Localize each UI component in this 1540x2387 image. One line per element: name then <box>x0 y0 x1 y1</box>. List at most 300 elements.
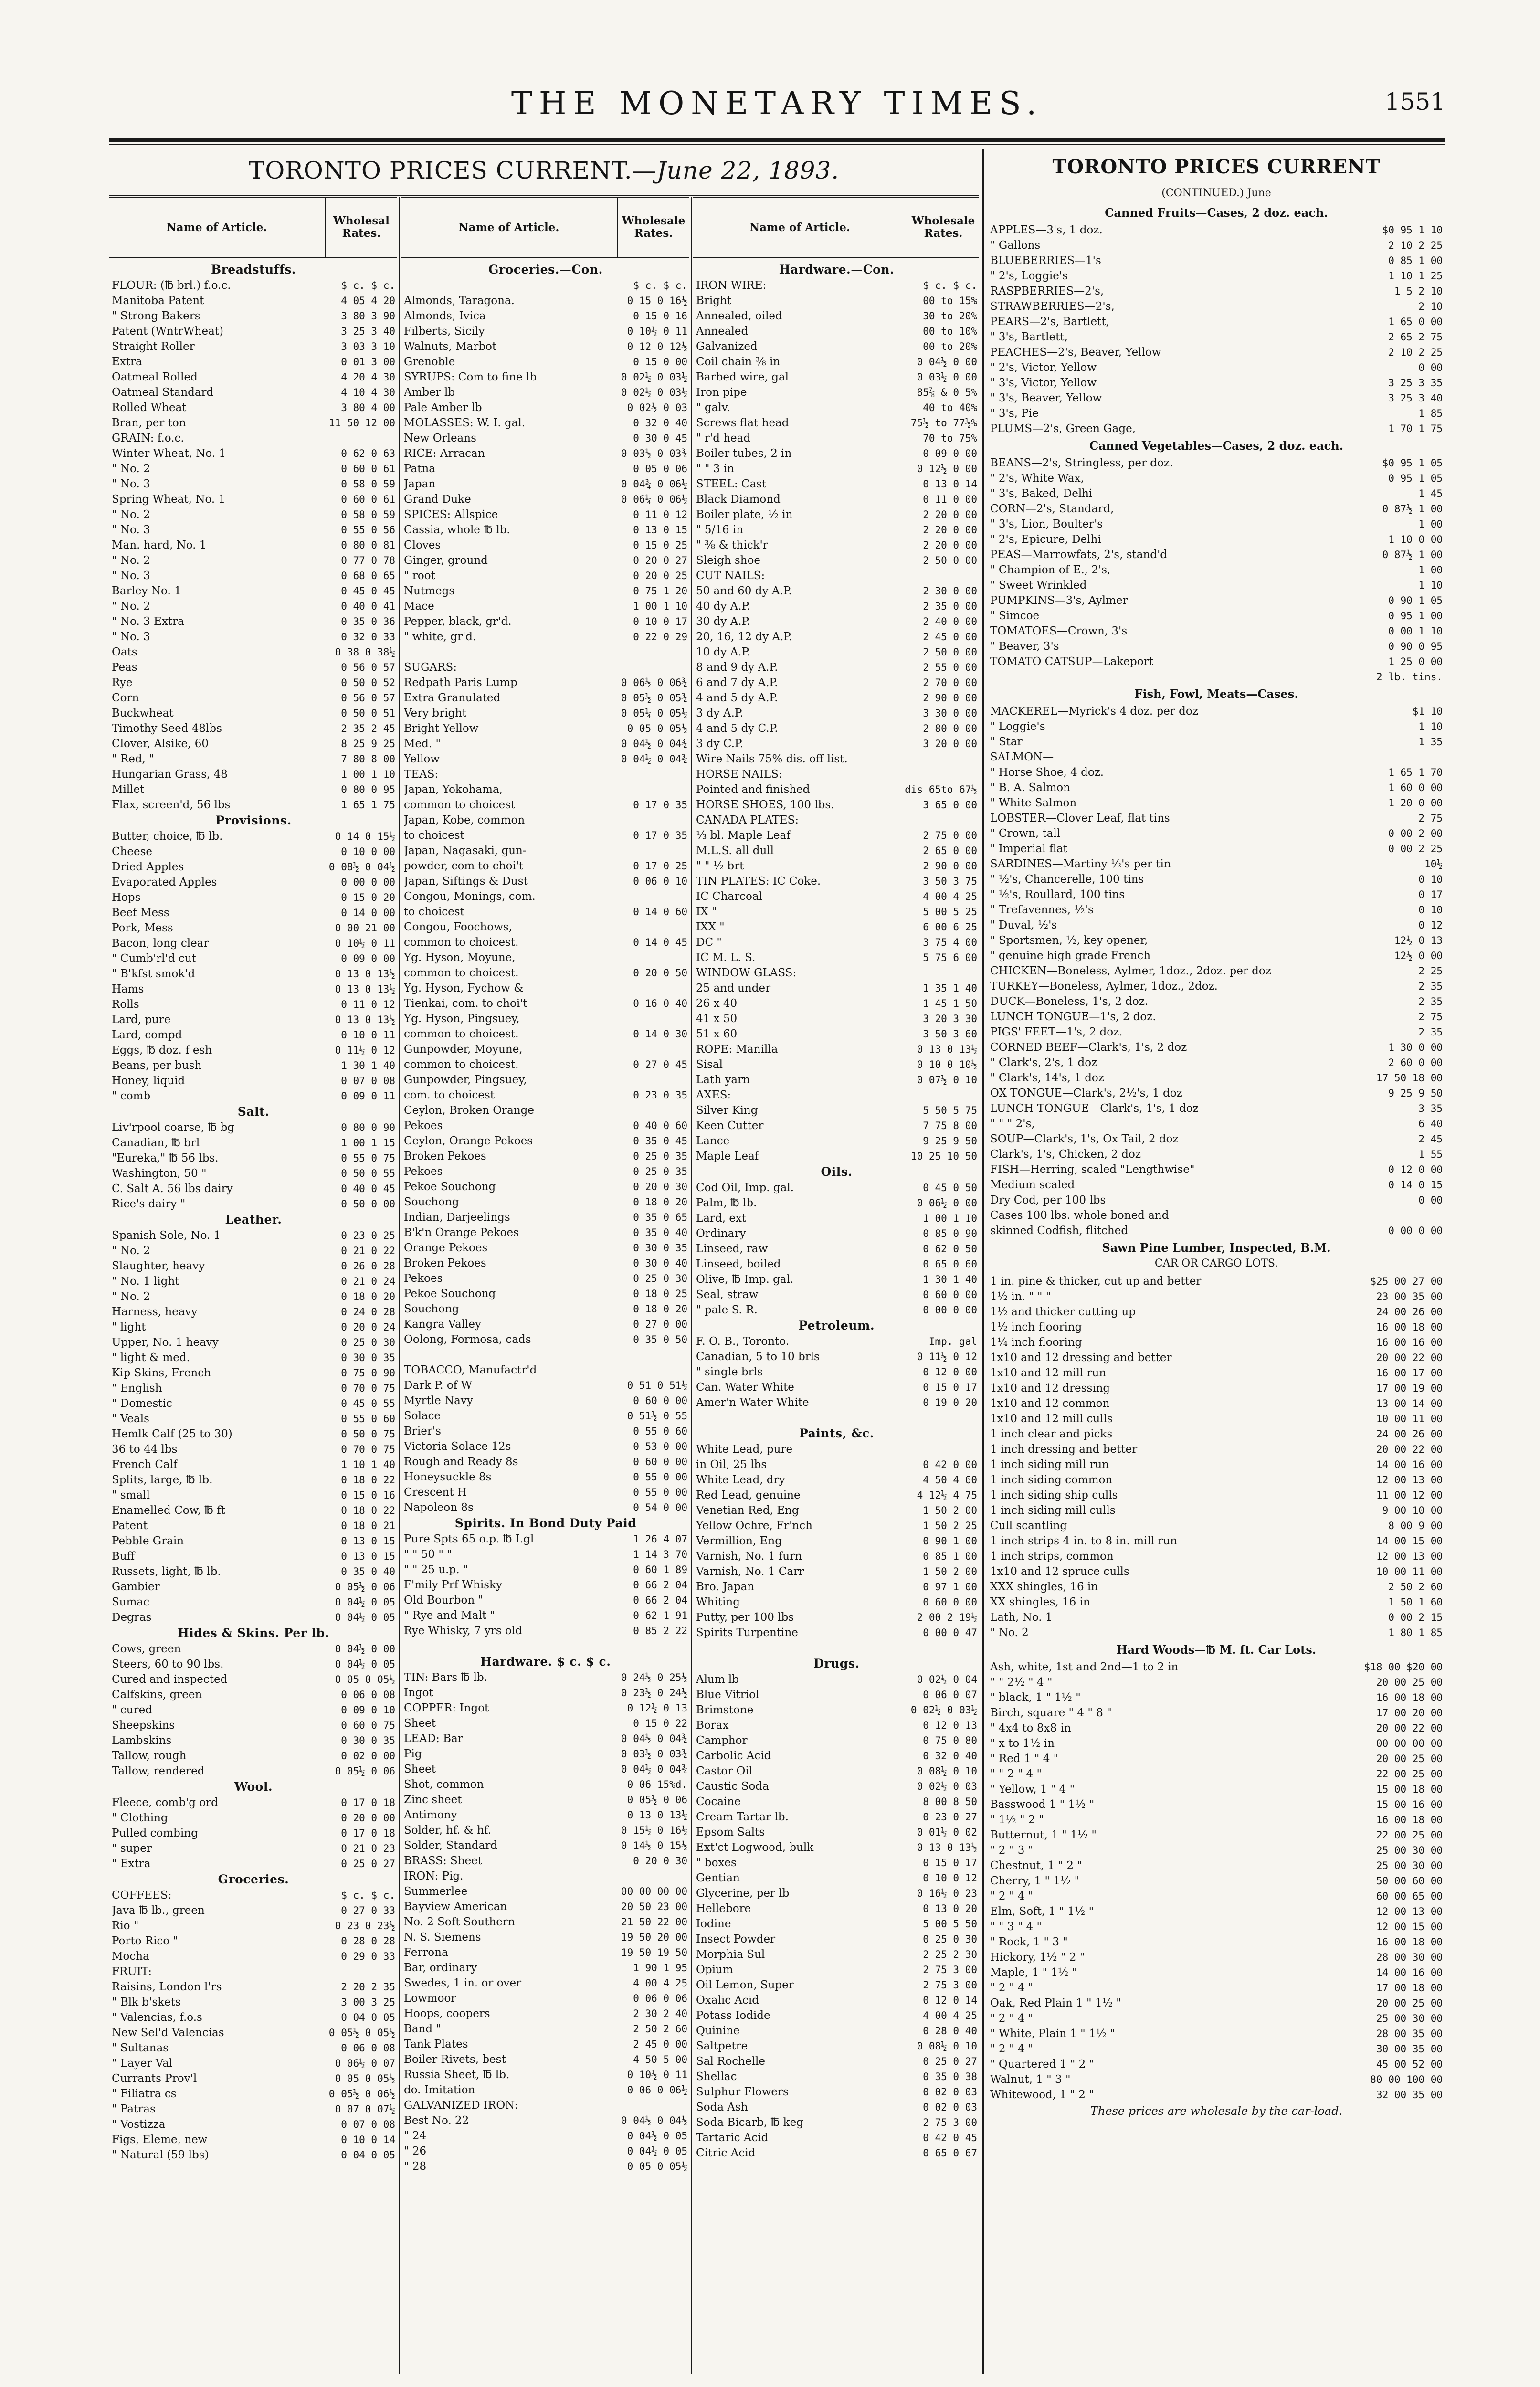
article-name: 1 inch siding mill run <box>990 1458 1109 1471</box>
article-name: ⅓ bl. Maple Leaf <box>696 829 791 842</box>
article-price <box>314 1964 395 1979</box>
price-row <box>112 1365 395 1381</box>
article-name: Almonds, Taragona. <box>404 295 515 307</box>
article-price: 20 00 25 00 <box>1376 1753 1443 1764</box>
article-name: Oats <box>112 646 137 658</box>
article-name: Cloves <box>404 539 441 551</box>
article-name: Congou, Foochows, <box>404 921 513 933</box>
price-row <box>404 675 687 690</box>
price-row <box>990 1934 1443 1950</box>
article-price: 0 06¼ 0 06½ <box>621 494 687 505</box>
price-row <box>990 811 1443 826</box>
section-title: Provisions. <box>215 813 292 827</box>
price-row <box>404 1072 687 1088</box>
article-name: Porto Rico " <box>112 1935 179 1947</box>
price-row <box>990 284 1443 299</box>
article-price: 7 80 8 00 <box>341 753 395 765</box>
article-price: 0 12 <box>1418 919 1443 931</box>
price-row <box>112 1841 395 1856</box>
article-name: Yellow <box>404 753 440 765</box>
article-name: " Red, " <box>112 753 154 765</box>
article-price <box>606 1347 687 1362</box>
article-name: " White Salmon <box>990 797 1077 809</box>
price-row <box>404 1991 687 2006</box>
article-price: 0 42 0 00 <box>923 1459 977 1470</box>
article-name: Flax, screen'd, 56 lbs <box>112 799 231 811</box>
article-price: 0 10½ 0 11 <box>627 326 687 337</box>
article-name: " galv. <box>696 401 730 414</box>
article-name: Ferrona <box>404 1946 448 1959</box>
price-row <box>696 1364 977 1380</box>
article-name: Bro. Japan <box>696 1581 755 1593</box>
article-name: LOBSTER—Clover Leaf, flat tins <box>990 812 1170 824</box>
article-name: PUMPKINS—3's, Aylmer <box>990 594 1128 607</box>
article-price: 4 00 4 25 <box>923 891 977 902</box>
article-price: $ c. $ c. <box>341 280 395 291</box>
article-price: 25 00 30 00 <box>1376 2013 1443 2024</box>
article-price <box>896 1088 977 1103</box>
article-name: Barley No. 1 <box>112 585 181 597</box>
article-price: 0 10 <box>1418 874 1443 885</box>
price-row <box>696 1334 977 1349</box>
article-price: 1 00 1 15 <box>341 1137 395 1149</box>
price-row <box>696 935 977 950</box>
article-name: " " " 2's, <box>990 1118 1035 1130</box>
article-price: 1 65 0 00 <box>1388 316 1443 327</box>
price-list <box>987 1659 1445 2102</box>
article-name: Straight Roller <box>112 340 195 353</box>
price-row <box>112 1795 395 1810</box>
article-price: 22 00 25 00 <box>1376 1829 1443 1841</box>
price-row <box>990 268 1443 284</box>
price-row <box>990 1503 1443 1518</box>
price-list <box>987 704 1445 1238</box>
article-name: Grenoble <box>404 356 455 368</box>
price-row <box>404 1347 687 1362</box>
article-price: $ c. $ c. <box>341 1890 395 1901</box>
article-price: 2 50 0 00 <box>923 555 977 566</box>
price-row <box>990 1812 1443 1827</box>
article-price: 1 20 0 00 <box>1388 797 1443 809</box>
price-row <box>990 1055 1443 1070</box>
article-price: 1 26 4 07 <box>633 1533 687 1545</box>
article-price: 50 00 60 00 <box>1376 1875 1443 1887</box>
article-name: Palm, ℔ lb. <box>696 1197 757 1209</box>
article-name: " " 3 in <box>696 463 734 475</box>
section-title: Canned Vegetables—Cases, 2 doz. each. <box>1089 439 1344 453</box>
article-price: 16 00 18 00 <box>1376 1936 1443 1948</box>
article-price: 0 62 1 91 <box>633 1610 687 1621</box>
article-name: " cured <box>112 1704 152 1716</box>
article-name: Lowmoor <box>404 1992 456 2005</box>
article-name: Spirits Turpentine <box>696 1627 798 1639</box>
article-price: 0 10½ 0 11 <box>627 2069 687 2081</box>
article-price: 0 90 1 00 <box>923 1535 977 1547</box>
article-price: 14 00 15 00 <box>1376 1535 1443 1547</box>
price-row <box>404 1424 687 1439</box>
article-name: LUNCH TONGUE—1's, 2 doz. <box>990 1011 1156 1023</box>
article-name: powder, com to choi't <box>404 860 524 872</box>
article-name: 1¼ inch flooring <box>990 1336 1082 1349</box>
article-name: Tartaric Acid <box>696 2132 769 2144</box>
price-row <box>112 2040 395 2056</box>
price-row <box>696 1103 977 1118</box>
price-row <box>112 339 395 354</box>
article-price: 4 00 4 25 <box>923 2010 977 2021</box>
price-row <box>404 2098 687 2113</box>
article-name: " B'kfst smok'd <box>112 968 195 980</box>
article-name: Citric Acid <box>696 2147 756 2159</box>
article-name: 10 dy A.P. <box>696 646 750 658</box>
article-price: 0 40 0 45 <box>341 1183 395 1194</box>
price-row <box>990 421 1443 436</box>
article-price: 8 00 8 50 <box>923 1796 977 1807</box>
price-row <box>990 547 1443 562</box>
article-name: " 2's, Epicure, Delhi <box>990 533 1101 546</box>
article-name: " " 2½ " 4 " <box>990 1676 1053 1689</box>
article-name: " Filiatra cs <box>112 2088 177 2100</box>
price-row <box>112 829 395 844</box>
article-name: " Patras <box>112 2103 156 2115</box>
price-row <box>696 2054 977 2069</box>
article-price: 0 17 0 18 <box>341 1797 395 1808</box>
article-name: BLUEBERRIES—1's <box>990 254 1101 267</box>
article-price: 0 02½ 0 03½ <box>621 371 687 383</box>
article-name: Brier's <box>404 1425 441 1437</box>
article-price: 0 75 0 90 <box>341 1367 395 1379</box>
price-row <box>990 750 1443 765</box>
price-row <box>404 1731 687 1746</box>
article-price: 0 06 0 08 <box>341 2042 395 2054</box>
article-price: 00 to 10% <box>923 326 977 337</box>
article-name: Black Diamond <box>696 493 781 506</box>
price-row <box>112 997 395 1012</box>
article-name: TURKEY—Boneless, Aylmer, 1doz., 2doz. <box>990 980 1218 993</box>
article-name: Annealed, oiled <box>696 310 782 322</box>
right-subheading: (CONTINUED.) June <box>1161 187 1271 199</box>
article-price: 0 15 0 16 <box>633 310 687 322</box>
article-name: Java ℔ lb., green <box>112 1904 205 1917</box>
article-name: " Extra <box>112 1858 151 1870</box>
article-price: 2 45 <box>1418 1133 1443 1145</box>
article-price: 2 80 0 00 <box>923 723 977 734</box>
article-name: Cows, green <box>112 1643 181 1655</box>
article-name: IRON: Pig. <box>404 1870 464 1882</box>
price-row <box>404 1149 687 1164</box>
price-row <box>696 1840 977 1855</box>
price-row <box>112 1073 395 1088</box>
article-name: Tallow, rendered <box>112 1765 205 1777</box>
article-price: 12 00 13 00 <box>1376 1474 1443 1486</box>
article-name: " " 25 u.p. " <box>404 1563 468 1576</box>
article-name: Orange Pekoes <box>404 1242 488 1254</box>
price-row <box>696 1442 977 1457</box>
price-row <box>112 1995 395 2010</box>
article-price: 0 55 0 60 <box>633 1426 687 1437</box>
article-price: 0 15 0 17 <box>923 1857 977 1869</box>
article-name: Fleece, comb'g ord <box>112 1796 218 1809</box>
price-row <box>990 1396 1443 1411</box>
article-name: SYRUPS: Com to fine lb <box>404 371 537 383</box>
article-name: " 3's, Victor, Yellow <box>990 377 1097 389</box>
price-row <box>112 538 395 553</box>
article-name: 1 inch strips 4 in. to 8 in. mill run <box>990 1535 1178 1547</box>
article-price <box>1323 750 1443 765</box>
article-name: Maple, 1 " 1½ " <box>990 1966 1077 1979</box>
article-name: 20, 16, 12 dy A.P. <box>696 631 792 643</box>
price-row <box>990 1705 1443 1721</box>
article-price: 1 80 1 85 <box>1388 1627 1443 1638</box>
article-price: 1 14 3 70 <box>633 1549 687 1560</box>
price-row <box>990 654 1443 669</box>
price-row <box>990 1070 1443 1086</box>
price-row <box>112 690 395 706</box>
article-price: 0 05½ 0 05¾ <box>621 692 687 704</box>
price-row <box>404 1057 687 1072</box>
price-row <box>112 1196 395 1212</box>
price-row <box>696 370 977 385</box>
price-list <box>987 1274 1445 1640</box>
article-price: 0 04½ 0 00 <box>917 356 977 368</box>
article-price: 0 13 0 14 <box>923 478 977 490</box>
article-name: " Natural (59 lbs) <box>112 2149 209 2161</box>
article-name: Souchong <box>404 1196 459 1208</box>
article-price: 0 25 0 30 <box>633 1273 687 1284</box>
price-row <box>404 889 687 904</box>
price-row <box>696 1026 977 1042</box>
article-price: 4 50 5 00 <box>633 2054 687 2065</box>
article-price: 0 10½ 0 11 <box>335 938 395 949</box>
price-row <box>696 1042 977 1057</box>
price-row <box>404 751 687 767</box>
price-row <box>990 765 1443 780</box>
article-name <box>404 278 606 293</box>
article-price: 0 60 0 61 <box>341 494 395 505</box>
article-price: 0 60 1 89 <box>633 1564 687 1575</box>
price-row <box>990 1751 1443 1766</box>
price-row <box>990 623 1443 639</box>
price-row <box>404 1746 687 1762</box>
price-row <box>990 1518 1443 1533</box>
article-price: 85⅞ & 0 5% <box>917 387 977 398</box>
article-price: 0 23 0 27 <box>923 1811 977 1823</box>
article-price <box>1323 1208 1443 1223</box>
article-name: " Sultanas <box>112 2042 169 2054</box>
article-price: 0 15 0 16 <box>341 1489 395 1501</box>
article-price: 0 08½ 0 10 <box>917 1765 977 1777</box>
price-columns <box>109 197 979 2374</box>
article-name: " " ½ brt <box>696 860 744 872</box>
article-price <box>606 2098 687 2113</box>
price-row <box>404 828 687 843</box>
article-price: 0 17 0 35 <box>633 799 687 811</box>
article-name: " 2 " 4 " <box>990 1982 1034 1994</box>
article-price: 2 20 0 00 <box>923 524 977 536</box>
article-name: Rough and Ready 8s <box>404 1456 518 1468</box>
article-name: " Cumb'rl'd cut <box>112 952 196 965</box>
price-row <box>696 1072 977 1088</box>
price-row <box>696 1302 977 1318</box>
article-name: " 2's, Victor, Yellow <box>990 361 1097 374</box>
article-price: 2 75 3 00 <box>923 1964 977 1975</box>
article-price: 0 09 0 11 <box>341 1090 395 1102</box>
article-price: 0 13 0 13½ <box>335 1014 395 1025</box>
price-row <box>112 599 395 614</box>
article-name: Canadian, 5 to 10 brls <box>696 1351 820 1363</box>
article-price: 0 05½ 0 06½ <box>328 2088 395 2100</box>
article-name: " " 50 " " <box>404 1548 452 1561</box>
article-price: 1 10 <box>1418 721 1443 732</box>
price-row <box>990 1365 1443 1381</box>
article-price: 0 03½ 0 03¾ <box>621 448 687 459</box>
article-name: Elm, Soft, 1 " 1½ " <box>990 1905 1094 1918</box>
article-price: 3 75 4 00 <box>923 937 977 948</box>
article-price: 0 18 0 20 <box>341 1291 395 1302</box>
article-name: " Yellow, 1 " 4 " <box>990 1783 1075 1796</box>
article-name: " comb <box>112 1090 151 1102</box>
article-price: 28 00 30 00 <box>1376 1952 1443 1963</box>
section-title: Drugs. <box>813 1657 860 1670</box>
article-price: 0 54 0 00 <box>633 1502 687 1513</box>
article-name: N. S. Siemens <box>404 1931 481 1943</box>
article-name: STRAWBERRIES—2's, <box>990 300 1115 313</box>
article-price: 0 07 0 08 <box>341 2119 395 2130</box>
price-row <box>404 324 687 339</box>
article-price: 6 00 6 25 <box>923 921 977 933</box>
article-name: APPLES—3's, 1 doz. <box>990 224 1103 236</box>
article-price: 0 15 0 25 <box>633 539 687 551</box>
article-name: Crescent H <box>404 1486 467 1499</box>
article-price: 20 50 23 00 <box>621 1901 687 1912</box>
article-price: 0 35 0 36 <box>341 616 395 627</box>
article-price: 0 20 0 25 <box>633 570 687 581</box>
price-row <box>696 660 977 675</box>
article-name: Myrtle Navy <box>404 1394 473 1407</box>
article-price: 0 06 0 06½ <box>627 2084 687 2096</box>
price-row <box>696 1947 977 1962</box>
price-row <box>696 1180 977 1195</box>
column-header-name: Name of Article. <box>166 221 267 234</box>
article-name: Tallow, rough <box>112 1750 187 1762</box>
article-name: " Strong Bakers <box>112 310 200 322</box>
price-row <box>696 1395 977 1410</box>
article-name: Clover, Alsike, 60 <box>112 738 209 750</box>
article-price: 0 35 0 40 <box>341 1566 395 1577</box>
article-name: IX " <box>696 906 717 918</box>
article-price: 22 00 25 00 <box>1376 1768 1443 1780</box>
article-name: 36 to 44 lbs <box>112 1443 178 1456</box>
article-name: Enamelled Cow, ℔ ft <box>112 1504 225 1517</box>
column-header <box>109 197 397 258</box>
article-name: Lard, compd <box>112 1029 182 1041</box>
article-price: 0 80 0 90 <box>341 1122 395 1133</box>
article-price: 0 06 0 08 <box>341 1689 395 1700</box>
article-name: Silver King <box>696 1104 758 1117</box>
price-row <box>696 1226 977 1241</box>
article-name: Bran, per ton <box>112 417 186 429</box>
article-name: Pekoe Souchong <box>404 1181 496 1193</box>
article-price: 1 70 1 75 <box>1388 423 1443 434</box>
article-name: " Vostizza <box>112 2118 166 2131</box>
article-name: MOLASSES: W. I. gal. <box>404 417 526 429</box>
article-name: 4 and 5 dy C.P. <box>696 722 778 735</box>
article-price: 1 65 1 75 <box>341 799 395 811</box>
price-row <box>990 1610 1443 1625</box>
price-row <box>696 1748 977 1764</box>
price-row <box>696 828 977 843</box>
article-price: 0 06 0 07 <box>923 1689 977 1700</box>
price-row <box>404 1332 687 1347</box>
article-name: 1½ and thicker cutting up <box>990 1306 1136 1318</box>
article-name: TIN: Bars ℔ lb. <box>404 1671 488 1684</box>
price-row <box>990 1675 1443 1690</box>
article-price: 0 50 0 55 <box>341 1168 395 1179</box>
article-name: Eggs, ℔ doz. f esh <box>112 1044 212 1056</box>
price-row <box>112 614 395 629</box>
article-price: 0 25 0 27 <box>923 2056 977 2067</box>
article-price: 25 00 30 00 <box>1376 1845 1443 1856</box>
article-name: " No. 2 <box>112 1245 150 1257</box>
article-price: 3 20 0 00 <box>923 738 977 750</box>
column-divider <box>691 197 692 2374</box>
article-price: 0 10 <box>1418 904 1443 916</box>
price-row <box>404 1362 687 1378</box>
article-name: Red Lead, genuine <box>696 1489 801 1501</box>
price-row <box>404 1118 687 1133</box>
article-price: 75½ to 77½% <box>910 417 977 429</box>
article-price: 2 35 <box>1418 981 1443 992</box>
price-row <box>696 339 977 354</box>
article-price: 00 to 20% <box>923 341 977 352</box>
price-row <box>696 1779 977 1794</box>
price-row <box>112 1426 395 1442</box>
price-row <box>112 966 395 982</box>
article-price: 0 04½ 0 04¾ <box>621 753 687 765</box>
article-name: common to choicest. <box>404 936 519 949</box>
article-price: 1 60 0 00 <box>1388 782 1443 793</box>
prices-heading <box>109 149 979 192</box>
article-price: 0 25 0 30 <box>341 1337 395 1348</box>
article-price: 0 50 0 00 <box>341 1198 395 1210</box>
article-price: 0 10 0 12 <box>923 1872 977 1884</box>
article-name: Hoops, coopers <box>404 2007 490 2020</box>
price-row <box>696 614 977 629</box>
article-name: " No. 3 <box>112 478 150 490</box>
price-row <box>112 568 395 583</box>
article-name: " x to 1½ in <box>990 1737 1055 1750</box>
article-price <box>606 660 687 675</box>
article-name: " boxes <box>696 1857 737 1869</box>
article-name: Pale Amber lb <box>404 401 482 414</box>
article-price: 1 35 <box>1418 736 1443 748</box>
article-name: 1x10 and 12 spruce culls <box>990 1565 1129 1578</box>
article-price: 0 18 0 20 <box>633 1303 687 1315</box>
article-name: Patent <box>112 1520 148 1532</box>
price-row <box>404 644 687 660</box>
price-row <box>404 1469 687 1485</box>
article-name: Ingot <box>404 1687 433 1699</box>
price-row <box>404 965 687 981</box>
article-price <box>896 767 977 782</box>
price-row <box>112 385 395 400</box>
article-price: 1 00 1 10 <box>923 1213 977 1224</box>
article-price: 0 85 1 00 <box>923 1551 977 1562</box>
article-price: 0 13 0 13½ <box>917 1044 977 1055</box>
article-price: 0 08½ 0 10 <box>917 2040 977 2052</box>
article-price: 0 08½ 0 04½ <box>328 861 395 873</box>
price-row <box>404 1088 687 1103</box>
price-row <box>990 238 1443 253</box>
